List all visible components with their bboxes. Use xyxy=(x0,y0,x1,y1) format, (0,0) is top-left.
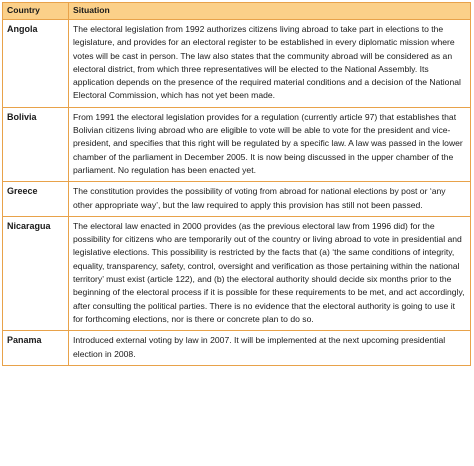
table-row xyxy=(3,107,471,181)
header-row xyxy=(3,3,471,20)
country-cell: Bolivia xyxy=(3,107,69,181)
country-cell: Panama xyxy=(3,331,69,366)
table-header xyxy=(3,3,471,20)
country-cell: Nicaragua xyxy=(3,216,69,330)
situation-cell: From 1991 the electoral legislation provides for a regulation (currently article 97) that establishes that Bolivian citizens living abroad who are eligible to vote will be able to vote for the president and vice-president, and specifies that this right will be regulated by a specific law. A law was passed in the lower chamber of the parliament in December 2005. It is now being discussed in the upper chamber of the parliament. No regulation has been enacted yet. xyxy=(69,107,471,181)
situation-cell: The constitution provides the possibility of voting from abroad for national elections by post or ‘any other appropriate way’, but the law required to apply this provision has still not been passed. xyxy=(69,182,471,217)
header-situation: Situation xyxy=(69,3,471,20)
table-row xyxy=(3,20,471,108)
voting-abroad-table xyxy=(2,2,471,366)
situation-cell: Introduced external voting by law in 2007. It will be implemented at the next upcoming presidential election in 2008. xyxy=(69,331,471,366)
situation-cell: The electoral law enacted in 2000 provides (as the previous electoral law from 1996 did) for the possibility for citizens who are temporarily out of the country or living abroad to vote in presidential and legislative elections. This possibility is restricted by the facts that (a) ‘the same conditions of integrity, equality, transparency, safety, control, oversight and verification as those pertaining within the national territory’ must exist (article 122), and (b) the electoral authority should decide six months prior to the beginning of the electoral process if it is possible for these requirements to be met, and act accordingly, after consulting the political parties. There is no evidence that the electoral authority is going to use it for forthcoming elections, nor is there or concrete plan to do so. xyxy=(69,216,471,330)
table-row xyxy=(3,331,471,366)
country-cell: Greece xyxy=(3,182,69,217)
situation-cell: The electoral legislation from 1992 authorizes citizens living abroad to take part in elections to the legislature, and provides for an electoral register to be established in every diplomatic mission where votes will be cast in person. The law also states that the community abroad will be considered as an electoral district, from which three representatives will be elected to the National Assembly. Its application depends on the presence of the required material conditions and a decision of the National Electoral Commission, which has not yet been made. xyxy=(69,20,471,108)
country-cell: Angola xyxy=(3,20,69,108)
table-row xyxy=(3,216,471,330)
header-country: Country xyxy=(3,3,69,20)
table-row xyxy=(3,182,471,217)
